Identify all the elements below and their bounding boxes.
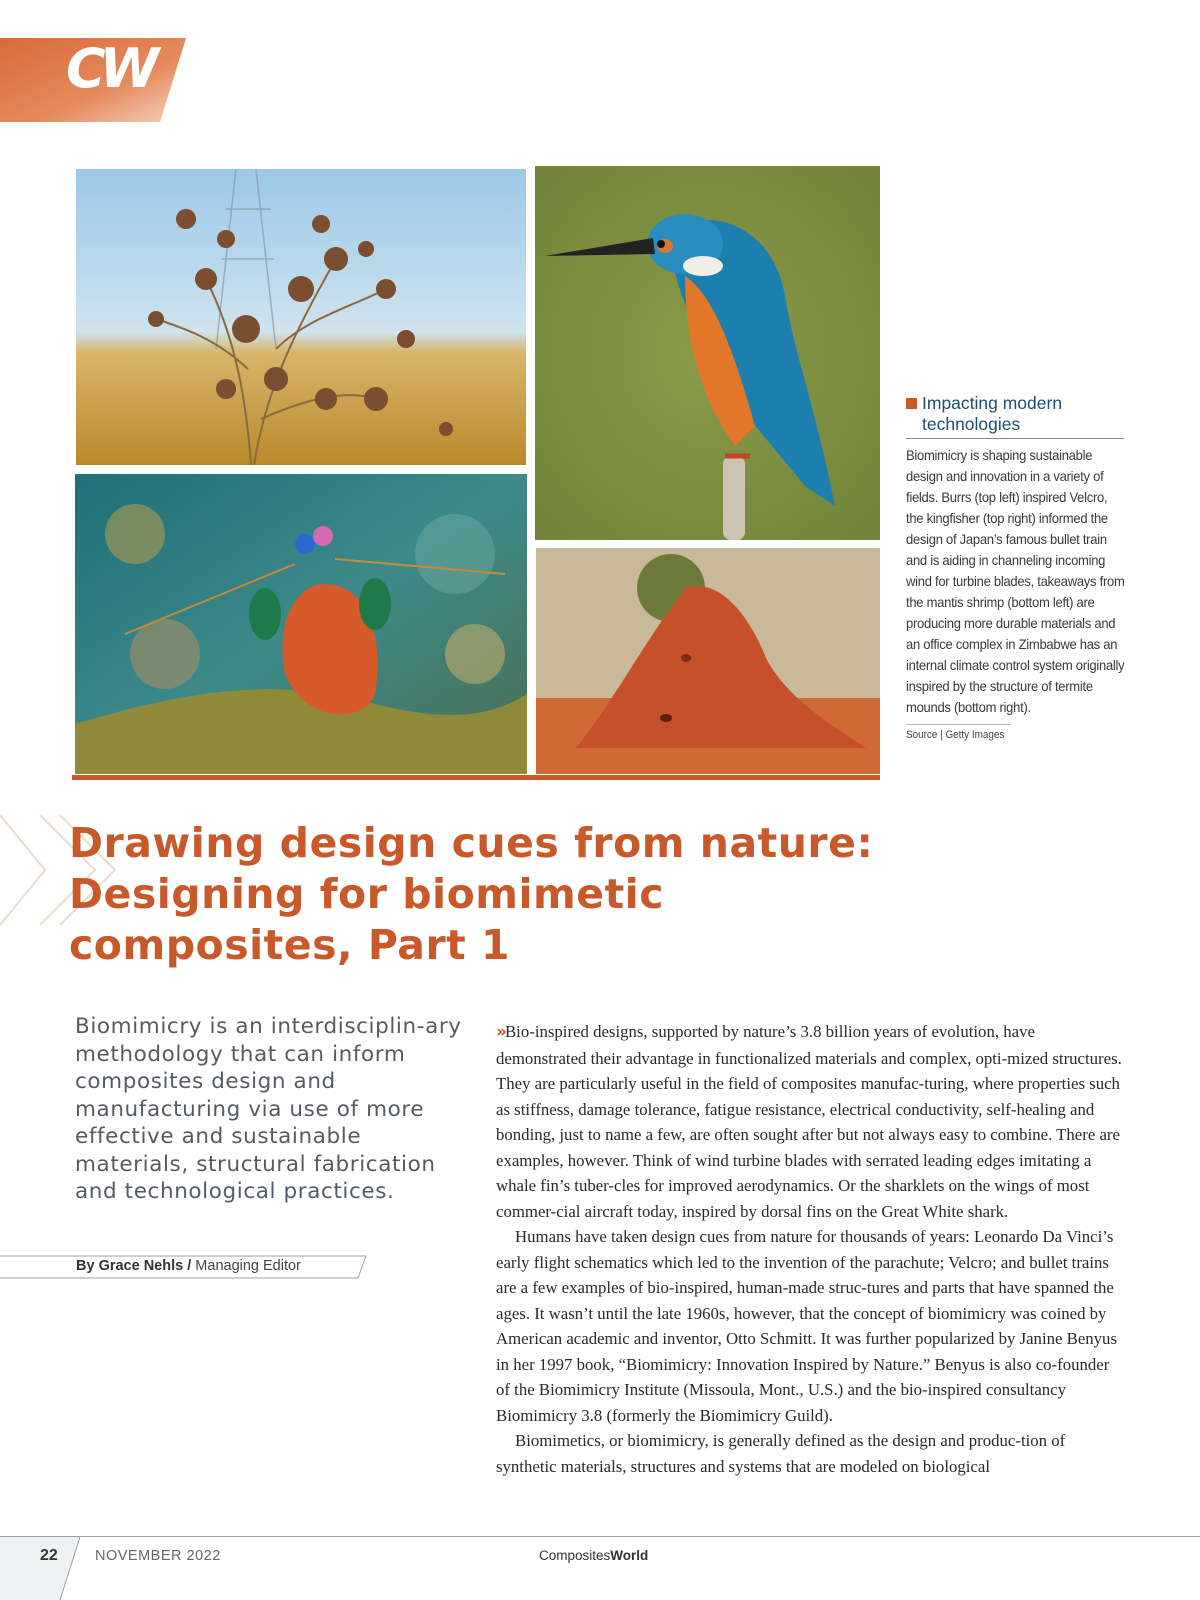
caption-body: Biomimicry is shaping sustainable design and innovation in a variety of fields. Burrs (top left) inspired Velcro, the kingfisher (top right) informed the design of Japan’s famous bullet train and is aiding in channeling incoming wind for turbine blades, takeaways from the mantis shrimp (bottom left) are producing more durable materials and an office complex in Zimbabwe has an internal climate control system originally inspired by the structure of termite mounds (bottom right). [906, 447, 1125, 715]
footer-divider [0, 1536, 1200, 1537]
article-body [496, 1019, 1126, 1479]
article-deck: Biomimicry is an interdisciplin-ary methodology that can inform composites design and manufacturing via use of more effective and sustainable materials, structural fabrication and technological practices. [75, 1014, 462, 1204]
caption-source: Source | Getty Images [906, 729, 1005, 741]
byline-separator: / [183, 1258, 196, 1274]
caption-source-divider [906, 724, 1011, 725]
article-headline: Drawing design cues from nature: Designing for biomimetic composites, Part 1 [69, 819, 874, 969]
byline-author: By Grace Nehls [76, 1258, 184, 1274]
page-number: 22 [40, 1547, 58, 1564]
article-paragraph: Biomimetics, or biomimicry, is generally defined as the design and produc-tion of synthetic materials, structures and systems that are modeled on biological [496, 1431, 1066, 1476]
paragraph-text: Bio-inspired designs, supported by nature’s 3.8 billion years of evolution, have demonstrated their advantage in functionalized materials and complex, opti-mized structures. They are particularly useful in the field of composites manufac-turing, where properties such as stiffness, damage tolerance, fatigue resistance, electrical conductivity, self-healing and bonding, just to name a few, are often sought after but not always easy to combine. There are examples, however. Think of wind turbine blades with serrated leading edges imitating a whale fin’s tuber-cles for improved aerodynamics. Or the sharklets on the wings of most commer-cial aircraft today, inspired by dorsal fins on the Great White shark. [496, 1022, 1122, 1221]
termite-mound-photo [536, 548, 880, 774]
mantis-shrimp-photo [75, 474, 527, 774]
issue-date: NOVEMBER 2022 [95, 1548, 221, 1564]
article-paragraph [496, 1019, 1126, 1224]
logo-text: CW [66, 37, 154, 100]
brand-prefix: Composites [539, 1548, 611, 1563]
photo-divider [72, 775, 880, 780]
article-paragraph: Humans have taken design cues from nature for thousands of years: Leonardo Da Vinci’s early flight schematics which led to the invention of the parachute; Velcro; and bullet trains are a few examples of bio-inspired, human-made struc-tures and parts that have spanned the ages. It wasn’t until the late 1960s, however, that the concept of biomimicry was coined by American academic and inventor, Otto Schmitt. It was further popularized by Janine Benyus in her 1997 book, “Biomimicry: Innovation Inspired by Nature.” Benyus is also co-founder of the Biomimicry Institute (Missoula, Mont., U.S.) and the bio-inspired consultancy Biomimicry 3.8 (formerly the Biomimicry Guild). [496, 1227, 1117, 1425]
burrs-photo [76, 169, 526, 465]
lead-glyph: » [496, 1022, 505, 1042]
byline [0, 1255, 370, 1279]
photo-caption [906, 393, 1124, 741]
caption-divider [906, 438, 1124, 439]
kingfisher-photo [535, 166, 880, 540]
brand-suffix: World [610, 1548, 649, 1563]
byline-role: Managing Editor [195, 1258, 301, 1274]
publication-name [539, 1548, 648, 1563]
caption-title: Impacting modern technologies [906, 393, 1124, 435]
